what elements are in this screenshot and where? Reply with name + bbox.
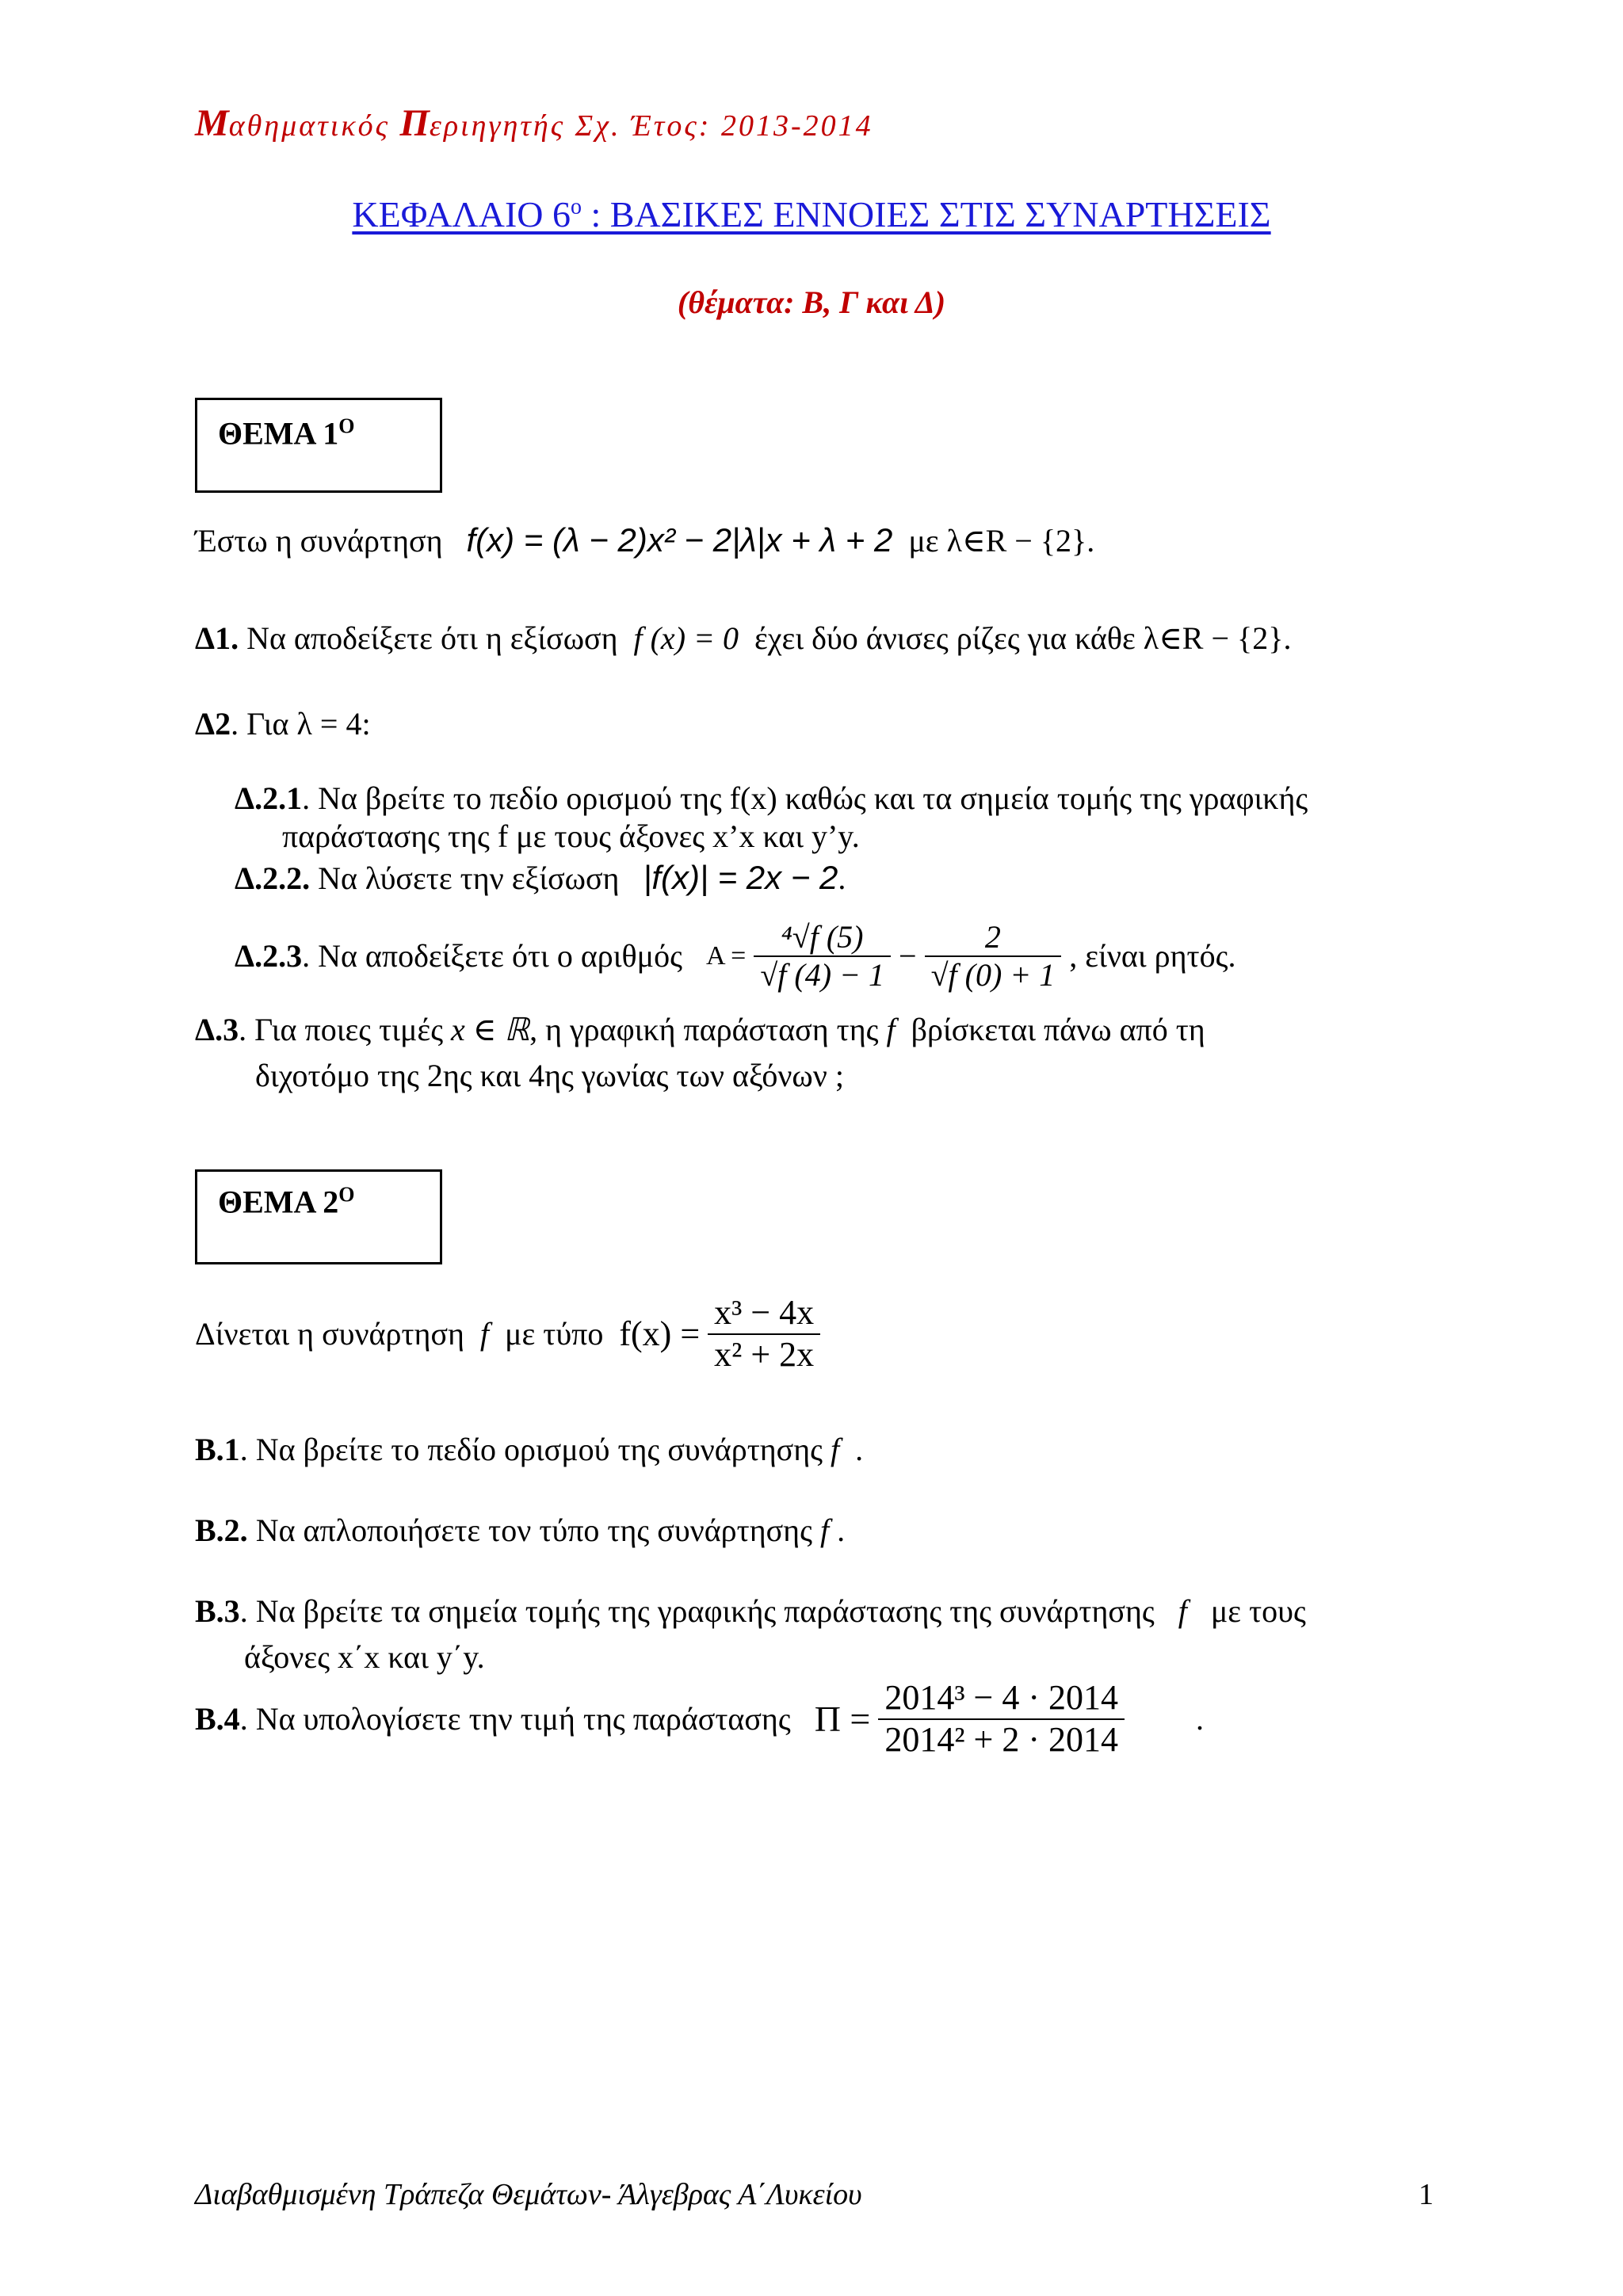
theme2-fx: f(x) = xyxy=(619,1314,701,1353)
d3-domain: x ∈ ℝ xyxy=(451,1012,530,1047)
theme2-box xyxy=(195,1169,442,1264)
question-b2: Β.2. Να απλοποιήσετε τον τύπο της συνάρτησης f . xyxy=(195,1512,846,1548)
d1-equation: f (x) = 0 xyxy=(633,620,739,656)
header-word-2: εριηγητής Σχ. Έτος: 2013-2014 xyxy=(429,109,873,143)
page-footer: Διαβαθμισμένη Τράπεζα Θεμάτων- Άλγεβρας Α΄Λυκείου xyxy=(195,2178,862,2211)
question-d21: Δ.2.1. Να βρείτε το πεδίο ορισμού της f(x) καθώς και τα σημεία τομής της γραφικής xyxy=(235,780,1308,816)
theme2-intro: Δίνεται η συνάρτηση f με τύπο f(x) = $\frac{\text{x³ − 4x}}{\text{x² + 2x}}$ xyxy=(195,1293,820,1375)
theme2-label: ΘΕΜΑ $2^O$ xyxy=(218,1183,355,1220)
theme1-formula: f(x) = (λ − 2)x² − 2|λ|x + λ + 2 xyxy=(466,521,893,559)
theme1-box xyxy=(195,398,442,493)
page-header xyxy=(195,101,873,145)
question-d22: Δ.2.2. Να λύσετε την εξίσωση |f(x)| = 2x − 2. xyxy=(235,859,846,896)
title-sup: ο xyxy=(571,194,582,219)
d23-fraction-2: $\frac{2}{√f (0) + 1}$ xyxy=(925,919,1062,994)
question-b3: Β.3. Να βρείτε τα σημεία τομής της γραφικής παράστασης της συνάρτησης f με τους xyxy=(195,1593,1306,1629)
question-d2: Δ2. Για λ = 4: xyxy=(195,706,371,742)
theme1-condition: με λ∈R − {2}. xyxy=(908,523,1095,559)
question-b4: Β.4. Να υπολογίσετε την τιμή της παράστασης Π = $\frac{\text{2014³ − 4 · 2014}}{\text{2014² + 2 · 2014}}$ . xyxy=(195,1678,1205,1759)
page-number: 1 xyxy=(1419,2178,1434,2211)
question-b3-line2: άξονες x΄x και y΄y. xyxy=(244,1639,485,1675)
header-initial-m: Μ xyxy=(195,102,229,144)
d23-a: A = xyxy=(705,941,747,971)
b4-pi: Π = xyxy=(814,1698,871,1739)
question-d1: Δ1. Να αποδείξετε ότι η εξίσωση f (x) = 0 έχει δύο άνισες ρίζες για κάθε λ∈R − {2}. xyxy=(195,620,1292,656)
title-rest: : ΒΑΣΙΚΕΣ ΕΝΝΟΙΕΣ ΣΤΙΣ ΣΥΝΑΡΤΗΣΕΙΣ xyxy=(582,194,1271,235)
chapter-subtitle: (θέματα: Β, Γ και Δ) xyxy=(677,284,946,320)
question-d3: Δ.3. Για ποιες τιμές x ∈ ℝ, η γραφική παράσταση της f βρίσκεται πάνω από τη xyxy=(195,1012,1205,1047)
header-word-1: αθηματικός xyxy=(228,109,400,143)
question-b1: Β.1. Να βρείτε το πεδίο ορισμού της συνάρτησης f . xyxy=(195,1432,864,1467)
d23-fraction-1: $\frac{\text{⁴√f (5)}}{√f (4) - 1}$ xyxy=(754,919,891,994)
theme2-fraction: $\frac{\text{x³ − 4x}}{\text{x² + 2x}}$ xyxy=(708,1293,820,1375)
theme1-label: ΘΕΜΑ $1^O$ xyxy=(218,414,355,452)
header-initial-p: Π xyxy=(399,102,430,144)
chapter-title xyxy=(0,193,1623,235)
theme1-intro: Έστω η συνάρτηση f(x) = (λ − 2)x² − 2|λ|x + λ + 2 με λ∈R − {2}. xyxy=(195,521,1095,559)
title-main: ΚΕΦΑΛΑΙΟ 6 xyxy=(352,194,571,235)
question-d23: Δ.2.3. Να αποδείξετε ότι ο αριθμός A = $\frac{\text{⁴√f (5)}}{√f (4) - 1}$ − $\frac{2}{√f (0) + 1}$ , είναι ρητός. xyxy=(235,919,1236,993)
question-d3-line2: διχοτόμο της 2ης και 4ης γωνίας των αξόνων ; xyxy=(255,1058,844,1093)
d22-equation: |f(x)| = 2x − 2 xyxy=(643,859,838,896)
b4-fraction: $\frac{\text{2014³ − 4 · 2014}}{\text{2014² + 2 · 2014}}$ xyxy=(878,1678,1125,1760)
question-d21-line2: παράστασης της f με τους άξονες x’x και y’y. xyxy=(282,818,860,854)
